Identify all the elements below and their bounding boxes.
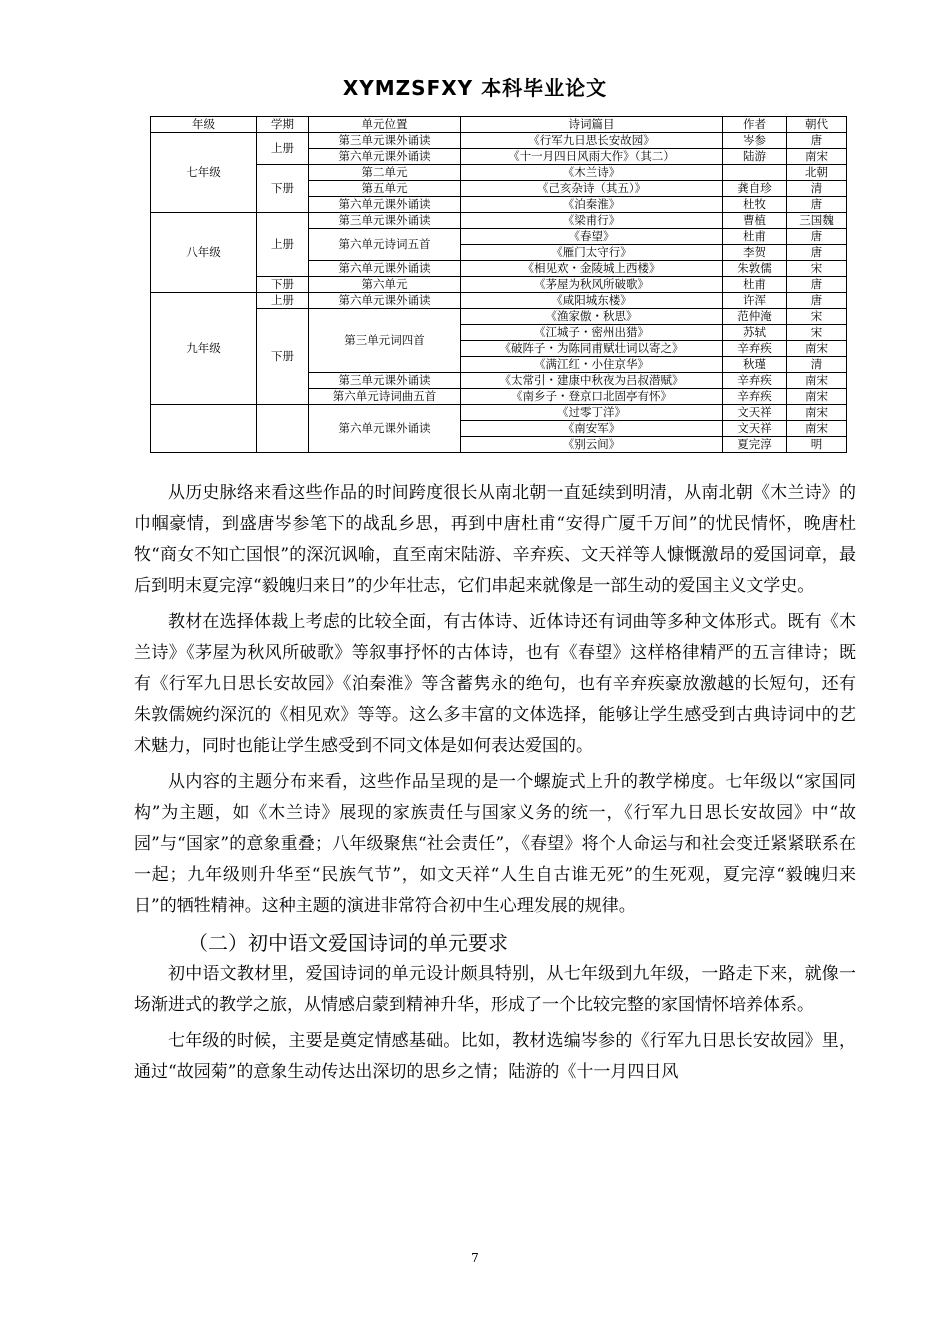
- dynasty-cell: 南宋: [787, 373, 847, 389]
- semester-cell-empty: [257, 405, 309, 453]
- poem-cell: 《茅屋为秋风所破歌》: [461, 277, 723, 293]
- poem-cell: 《渔家傲・秋思》: [461, 309, 723, 325]
- dynasty-cell: 宋: [787, 309, 847, 325]
- header-grade: 年级: [151, 117, 257, 133]
- author-cell: 龚自珍: [723, 181, 787, 197]
- dynasty-cell: 唐: [787, 197, 847, 213]
- unit-cell: 第三单元词四首: [309, 309, 461, 373]
- unit-cell: 第三单元课外诵读: [309, 133, 461, 149]
- table-row: [151, 213, 847, 229]
- semester-cell: 下册: [257, 165, 309, 213]
- table-row: [151, 293, 847, 309]
- section-heading: （二）初中语文爱国诗词的单元要求: [188, 931, 508, 955]
- body-text: [134, 478, 856, 1093]
- author-cell: 杜甫: [723, 277, 787, 293]
- dynasty-cell: 南宋: [787, 341, 847, 357]
- dynasty-cell: 唐: [787, 277, 847, 293]
- paragraph: 七年级的时候，主要是奠定情感基础。比如，教材选编岑参的《行军九日思长安故园》里，通过“故园菊”的意象生动传达出深切的思乡之情；陆游的《十一月四日风: [134, 1031, 856, 1082]
- dynasty-cell: 唐: [787, 293, 847, 309]
- poem-cell: 《雁门太守行》: [461, 245, 723, 261]
- poem-cell: 《南安军》: [461, 421, 723, 437]
- table-row: [151, 405, 847, 421]
- unit-cell: 第六单元诗词五首: [309, 229, 461, 261]
- dynasty-cell: 清: [787, 181, 847, 197]
- poem-cell: 《己亥杂诗（其五）》: [461, 181, 723, 197]
- poem-cell: 《太常引・建康中秋夜为吕叔潜赋》: [461, 373, 723, 389]
- grade-cell: 九年级: [151, 293, 257, 405]
- author-cell: 辛弃疾: [723, 341, 787, 357]
- author-cell: 范仲淹: [723, 309, 787, 325]
- poem-cell: 《梁甫行》: [461, 213, 723, 229]
- dynasty-cell: 宋: [787, 325, 847, 341]
- author-cell: 杜甫: [723, 229, 787, 245]
- poem-cell: 《春望》: [461, 229, 723, 245]
- author-cell: 夏完淳: [723, 437, 787, 453]
- page-header: XYMZSFXY 本科毕业论文: [342, 76, 608, 100]
- paragraph: 初中语文教材里，爱国诗词的单元设计颇具特别，从七年级到九年级，一路走下来，就像一场渐进式的教学之旅，从情感启蒙到精神升华，形成了一个比较完整的家国情怀培养体系。: [134, 964, 856, 1015]
- author-cell: 文天祥: [723, 405, 787, 421]
- author-cell: 辛弃疾: [723, 373, 787, 389]
- header-author: 作者: [723, 117, 787, 133]
- poem-cell: 《别云间》: [461, 437, 723, 453]
- author-cell: 苏轼: [723, 325, 787, 341]
- header-unit: 单元位置: [309, 117, 461, 133]
- dynasty-cell: 南宋: [787, 389, 847, 405]
- unit-cell: 第二单元: [309, 165, 461, 181]
- poem-cell: 《相见欢・金陵城上西楼》: [461, 261, 723, 277]
- dynasty-cell: 清: [787, 357, 847, 373]
- poem-cell: 《破阵子・为陈同甫赋壮词以寄之》: [461, 341, 723, 357]
- author-cell: 杜牧: [723, 197, 787, 213]
- grade-cell-empty: [151, 405, 257, 453]
- poem-cell: 《十一月四日风雨大作》（其二）: [461, 149, 723, 165]
- unit-cell: 第六单元课外诵读: [309, 293, 461, 309]
- dynasty-cell: 宋: [787, 261, 847, 277]
- author-cell: 辛弃疾: [723, 389, 787, 405]
- dynasty-cell: 唐: [787, 133, 847, 149]
- table-row: [151, 133, 847, 149]
- dynasty-cell: 明: [787, 437, 847, 453]
- semester-cell: 下册: [257, 277, 309, 293]
- header-semester: 学期: [257, 117, 309, 133]
- poem-cell: 《南乡子・登京口北固亭有怀》: [461, 389, 723, 405]
- table-header-row: [151, 117, 847, 133]
- unit-cell: 第六单元课外诵读: [309, 197, 461, 213]
- poem-cell: 《满江红・小住京华》: [461, 357, 723, 373]
- paragraph: 从内容的主题分布来看，这些作品呈现的是一个螺旋式上升的教学梯度。七年级以“家国同构”为主题，如《木兰诗》展现的家族责任与国家义务的统一，《行军九日思长安故园》中“故园”与“国家”的意象重叠；八年级聚焦“社会责任”，《春望》将个人命运与和社会变迁紧紧联系在一起；九年级则升华至“民族气节”，如文天祥“人生自古谁无死”的生死观，夏完淳“毅魄归来日”的牺牲精神。这种主题的演进非常符合初中生心理发展的规律。: [134, 772, 856, 916]
- poem-cell: 《咸阳城东楼》: [461, 293, 723, 309]
- page-number: 7: [471, 1251, 479, 1265]
- poem-cell: 《过零丁洋》: [461, 405, 723, 421]
- unit-cell: 第六单元: [309, 277, 461, 293]
- paragraph: 教材在选择体裁上考虑的比较全面，有古体诗、近体诗还有词曲等多种文体形式。既有《木兰诗》《茅屋为秋风所破歌》等叙事抒怀的古体诗，也有《春望》这样格律精严的五言律诗；既有《行军九日思长安故园》《泊秦淮》等含蓄隽永的绝句，也有辛弃疾豪放激越的长短句，还有朱敦儒婉约深沉的《相见欢》等等。这么多丰富的文体选择，能够让学生感受到古典诗词中的艺术魅力，同时也能让学生感受到不同文体是如何表达爱国的。: [134, 612, 856, 756]
- author-cell: 文天祥: [723, 421, 787, 437]
- author-cell: 曹植: [723, 213, 787, 229]
- paragraph: 从历史脉络来看这些作品的时间跨度很长从南北朝一直延续到明清，从南北朝《木兰诗》的巾帼豪情，到盛唐岑参笔下的战乱乡思，再到中唐杜甫“安得广厦千万间”的忧民情怀，晚唐杜牧“商女不知亡国恨”的深沉讽喻，直至南宋陆游、辛弃疾、文天祥等人慷慨激昂的爱国词章，最后到明末夏完淳“毅魄归来日”的少年壮志，它们串起来就像是一部生动的爱国主义文学史。: [134, 483, 856, 596]
- author-cell: 许浑: [723, 293, 787, 309]
- unit-cell: 第五单元: [309, 181, 461, 197]
- dynasty-cell: 唐: [787, 245, 847, 261]
- dynasty-cell: 三国魏: [787, 213, 847, 229]
- author-cell: 秋瑾: [723, 357, 787, 373]
- dynasty-cell: 南宋: [787, 421, 847, 437]
- poem-table: [150, 116, 847, 453]
- poem-cell: 《泊秦淮》: [461, 197, 723, 213]
- unit-cell: 第三单元课外诵读: [309, 373, 461, 389]
- dynasty-cell: 北朝: [787, 165, 847, 181]
- author-cell: 陆游: [723, 149, 787, 165]
- semester-cell: 上册: [257, 133, 309, 165]
- dynasty-cell: 唐: [787, 229, 847, 245]
- poem-cell: 《行军九日思长安故园》: [461, 133, 723, 149]
- author-cell: 岑参: [723, 133, 787, 149]
- dynasty-cell: 南宋: [787, 405, 847, 421]
- grade-cell: 八年级: [151, 213, 257, 293]
- unit-cell: 第六单元课外诵读: [309, 261, 461, 277]
- unit-cell: 第六单元课外诵读: [309, 405, 461, 453]
- header-poem: 诗词篇目: [461, 117, 723, 133]
- unit-cell: 第六单元诗词曲五首: [309, 389, 461, 405]
- author-cell: 李贺: [723, 245, 787, 261]
- author-cell: 朱敦儒: [723, 261, 787, 277]
- semester-cell: 下册: [257, 309, 309, 405]
- semester-cell: 上册: [257, 213, 309, 277]
- author-cell: [723, 165, 787, 181]
- grade-cell: 七年级: [151, 133, 257, 213]
- unit-cell: 第六单元课外诵读: [309, 149, 461, 165]
- dynasty-cell: 南宋: [787, 149, 847, 165]
- semester-cell: 上册: [257, 293, 309, 309]
- poem-cell: 《江城子・密州出猎》: [461, 325, 723, 341]
- unit-cell: 第三单元课外诵读: [309, 213, 461, 229]
- poem-cell: 《木兰诗》: [461, 165, 723, 181]
- header-dynasty: 朝代: [787, 117, 847, 133]
